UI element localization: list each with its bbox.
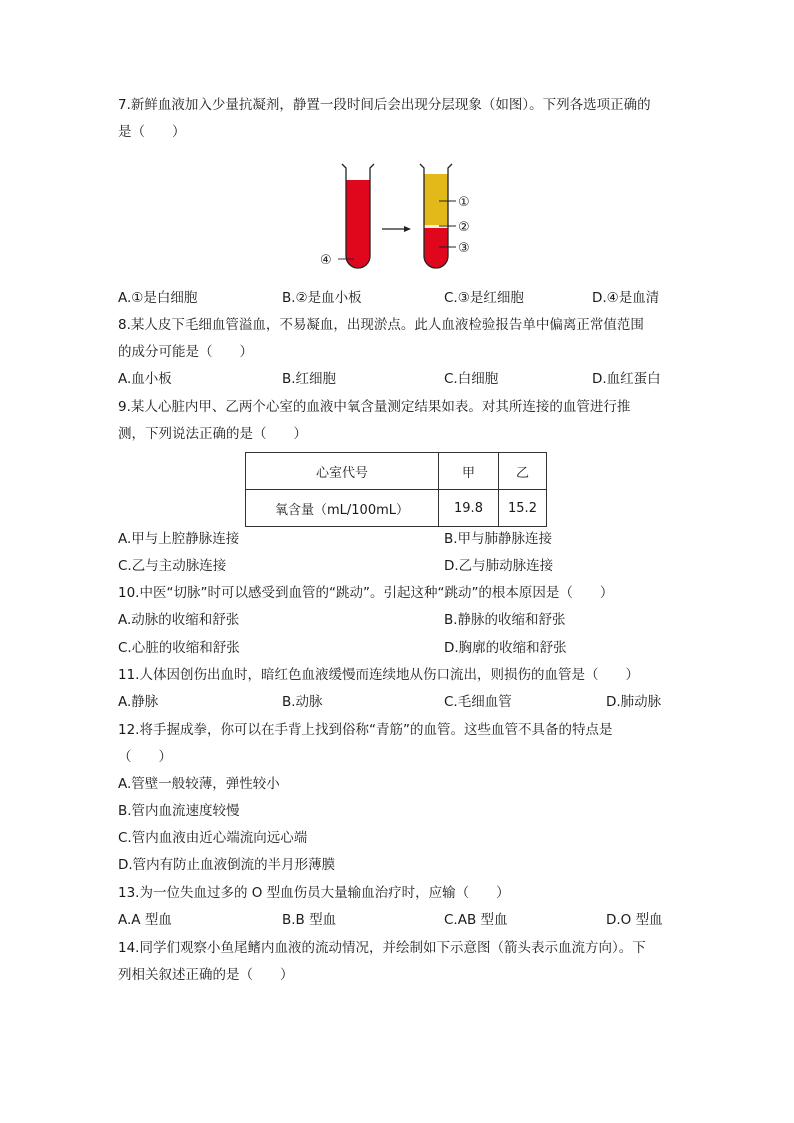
table-cell-oxygen-label: 氧含量（mL/100mL） [246, 490, 439, 527]
q9-option-c[interactable]: C.乙与主动脉连接 [118, 558, 227, 574]
q13-stem-line1: 13.为一位失血过多的 O 型血伤员大量输血治疗时，应输（ ） [118, 885, 510, 901]
q10-option-d[interactable]: D.胸廓的收缩和舒张 [444, 640, 567, 656]
q10-option-b[interactable]: B.静脉的收缩和舒张 [444, 612, 566, 628]
label-2: ② [458, 220, 470, 235]
separated-tube [420, 164, 452, 268]
q13-option-d[interactable]: D.O 型血 [606, 912, 663, 928]
q8-stem-line1: 8.某人皮下毛细血管溢血，不易凝血，出现淤点。此人血液检验报告单中偏离正常值范围 [118, 317, 644, 333]
q8-option-b[interactable]: B.红细胞 [282, 371, 337, 387]
table-cell-jia-value: 19.8 [439, 490, 499, 527]
table-header-yi: 乙 [499, 453, 547, 490]
arrow-icon [382, 226, 411, 232]
blood-stratification-figure [310, 160, 500, 280]
q9-option-a[interactable]: A.甲与上腔静脉连接 [118, 531, 240, 547]
table-header-ventricle: 心室代号 [246, 453, 439, 490]
q8-stem-line2: 的成分可能是（ ） [118, 344, 253, 360]
label-3: ③ [458, 241, 470, 256]
q13-option-b[interactable]: B.B 型血 [282, 912, 337, 928]
q7-stem-line1: 7.新鲜血液加入少量抗凝剂，静置一段时间后会出现分层现象（如图）。下列各选项正确的 [118, 97, 651, 113]
q8-option-c[interactable]: C.白细胞 [444, 371, 499, 387]
q9-stem-line1: 9.某人心脏内甲、乙两个心室的血液中氧含量测定结果如表。对其所连接的血管进行推 [118, 399, 631, 415]
buffy-coat-layer [424, 225, 448, 228]
table-header-row [246, 453, 547, 490]
q7-option-a[interactable]: A.①是白细胞 [118, 290, 198, 306]
q11-option-d[interactable]: D.肺动脉 [606, 694, 662, 710]
q9-stem-line2: 测，下列说法正确的是（ ） [118, 426, 307, 442]
label-1: ① [458, 195, 470, 210]
q14-stem-line1: 14.同学们观察小鱼尾鳍内血液的流动情况，并绘制如下示意图（箭头表示血流方向）。下 [118, 940, 646, 956]
q12-stem-line1: 12.将手握成拳，你可以在手背上找到俗称“青筋”的血管。这些血管不具备的特点是 [118, 722, 613, 738]
red-cell-layer [424, 228, 448, 268]
whole-blood-fill [346, 180, 370, 268]
table-row [246, 490, 547, 527]
q8-option-a[interactable]: A.血小板 [118, 371, 172, 387]
q14-stem-line2: 列相关叙述正确的是（ ） [118, 967, 294, 983]
q12-option-c[interactable]: C.管内血液由近心端流向远心端 [118, 830, 308, 846]
q12-option-b[interactable]: B.管内血流速度较慢 [118, 803, 240, 819]
q11-option-c[interactable]: C.毛细血管 [444, 694, 512, 710]
label-4: ④ [320, 253, 332, 268]
q9-option-b[interactable]: B.甲与肺静脉连接 [444, 531, 553, 547]
q10-stem-line1: 10.中医“切脉”时可以感受到血管的“跳动”。引起这种“跳动”的根本原因是（ ） [118, 585, 614, 601]
q11-stem-line1: 11.人体因创伤出血时，暗红色血液缓慢而连续地从伤口流出，则损伤的血管是（ ） [118, 667, 639, 683]
q7-option-b[interactable]: B.②是血小板 [282, 290, 362, 306]
q9-option-d[interactable]: D.乙与肺动脉连接 [444, 558, 554, 574]
oxygen-content-table [245, 452, 547, 527]
whole-blood-tube [342, 164, 374, 268]
plasma-layer [424, 174, 448, 225]
q7-option-c[interactable]: C.③是红细胞 [444, 290, 524, 306]
q12-stem-line2: （ ） [118, 749, 172, 765]
q11-option-a[interactable]: A.静脉 [118, 694, 159, 710]
q13-option-a[interactable]: A.A 型血 [118, 912, 172, 928]
table-header-jia: 甲 [439, 453, 499, 490]
q10-option-c[interactable]: C.心脏的收缩和舒张 [118, 640, 240, 656]
q10-option-a[interactable]: A.动脉的收缩和舒张 [118, 612, 240, 628]
q8-option-d[interactable]: D.血红蛋白 [592, 371, 661, 387]
q7-stem-line2: 是（ ） [118, 124, 186, 140]
q13-option-c[interactable]: C.AB 型血 [444, 912, 508, 928]
q12-option-a[interactable]: A.管壁一般较薄，弹性较小 [118, 776, 280, 792]
q12-option-d[interactable]: D.管内有防止血液倒流的半月形薄膜 [118, 857, 336, 873]
q11-option-b[interactable]: B.动脉 [282, 694, 323, 710]
q7-option-d[interactable]: D.④是血清 [592, 290, 660, 306]
table-cell-yi-value: 15.2 [499, 490, 547, 527]
